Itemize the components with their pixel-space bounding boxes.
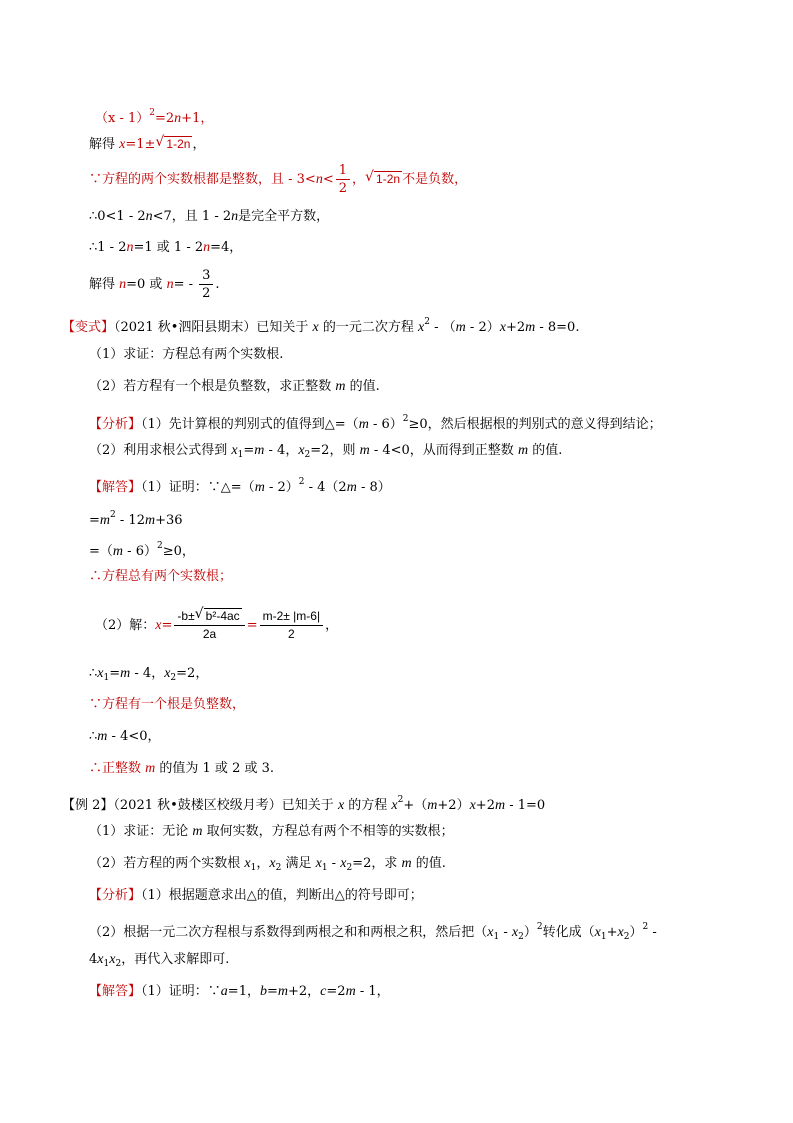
variant-question-header: 【变式】（2021 秋•泗阳县期末）已知关于 x 的一元二次方程 $x^2 - (m - 2)x+2m - 8=0$. <box>62 317 580 335</box>
example-2-answer-1: 【解答】（1）证明：∵a=1，b=m+2，c=2m - 1， <box>89 984 390 999</box>
answer-line-7: ∵方程有一个根是负整数， <box>89 697 246 712</box>
analysis-line-1: 【分析】（1）先计算根的判别式的值得到△=（m - 6）$^2$≥0，然后根据根的判别式的意义得到结论； <box>89 414 662 432</box>
sqrt-expression: √ b²-4ac <box>194 606 240 623</box>
example-2-analysis-1: 【分析】（1）根据题意求出△的值，判断出△的符号即可； <box>89 888 423 903</box>
example-2-analysis-3: $4x_1x_2$，再代入求解即可. <box>89 952 230 969</box>
sqrt-expression: √ 1-2n <box>155 134 191 151</box>
analysis-line-2: （2）利用求根公式得到 $x_1=m - 4$，$x_2=2$，则 m - 4<0，从而得到正整数 m 的值. <box>89 443 563 460</box>
solution-line-3: ∵方程的两个实数根都是整数，且 - 3<n< $\frac{1}{2}$ ， √ 1-2n 不是负数， <box>89 163 468 196</box>
variant-part-1: （1）求证：方程总有两个实数根. <box>89 347 284 362</box>
example-tag: 【例 2】 <box>62 798 114 813</box>
quadratic-formula-fraction: -b± √ b²-4ac 2a <box>174 608 244 643</box>
answer-line-2: $=m^2 - 12m+36$ <box>89 510 183 528</box>
fraction: $\frac{1}{2}$ <box>336 162 350 197</box>
variant-part-2: （2）若方程有一个根是负整数，求正整数 m 的值. <box>89 379 380 394</box>
analysis-tag: 【分析】 <box>89 417 142 432</box>
answer-line-3: =（m - 6）$^2$≥0， <box>89 541 195 559</box>
example-2-part-2: （2）若方程的两个实数根 $x_1$，$x_2$ 满足 $x_1 - x_2=2$，求 m 的值. <box>89 856 446 873</box>
answer-line-9: ∴正整数 m 的值为 1 或 2 或 3. <box>89 761 275 776</box>
fraction: $\frac{3}{2}$ <box>199 267 213 302</box>
example-2-header: 【例 2】（2021 秋•鼓楼区校级月考）已知关于 x 的方程 $x^2+(m+2)x+2m - 1=0$ <box>62 795 546 813</box>
answer-line-4: ∴方程总有两个实数根； <box>89 569 233 584</box>
answer-line-1: 【解答】（1）证明：∵△=（m - 2）$^2$ - 4（2m - 8） <box>89 477 391 495</box>
example-2-part-1: （1）求证：无论 m 取何实数，方程总有两个不相等的实数根； <box>89 824 454 839</box>
answer-line-8: ∴m - 4<0， <box>89 729 161 744</box>
solution-line-4: ∴0<1 - 2n<7，且 1 - 2n是完全平方数， <box>89 209 330 224</box>
solution-line-2: 解得 x=1± √ 1-2n ， <box>89 134 205 155</box>
answer-tag: 【解答】 <box>89 480 142 495</box>
solution-line-6: 解得 n=0 或 n= - $\frac{3}{2}$ . <box>89 268 220 301</box>
root-fraction: $\frac{m-2\pm |m-6|}{2}$ <box>260 608 324 643</box>
sqrt-expression: √ 1-2n <box>365 169 401 186</box>
variant-tag: 【变式】 <box>62 320 115 335</box>
answer-line-6: $\therefore x_1=m - 4$，$x_2=2$， <box>89 666 209 683</box>
example-2-analysis-2: （2）根据一元二次方程根与系数得到两根之和和两根之积，然后把$(x_1 - x_2)^2$转化成$(x_1+x_2)^2$ - <box>89 922 657 942</box>
solution-line-5: ∴1 - 2n=1 或 1 - 2n=4， <box>89 240 243 255</box>
analysis-tag: 【分析】 <box>89 888 142 903</box>
answer-tag: 【解答】 <box>89 984 142 999</box>
solution-line-1: （x - 1）$^2$=2n+1， <box>95 108 214 126</box>
answer-formula-line: （2）解：x= -b± √ b²-4ac 2a = $\frac{m-2\pm |m-6|}{2}$ ， <box>95 606 339 641</box>
